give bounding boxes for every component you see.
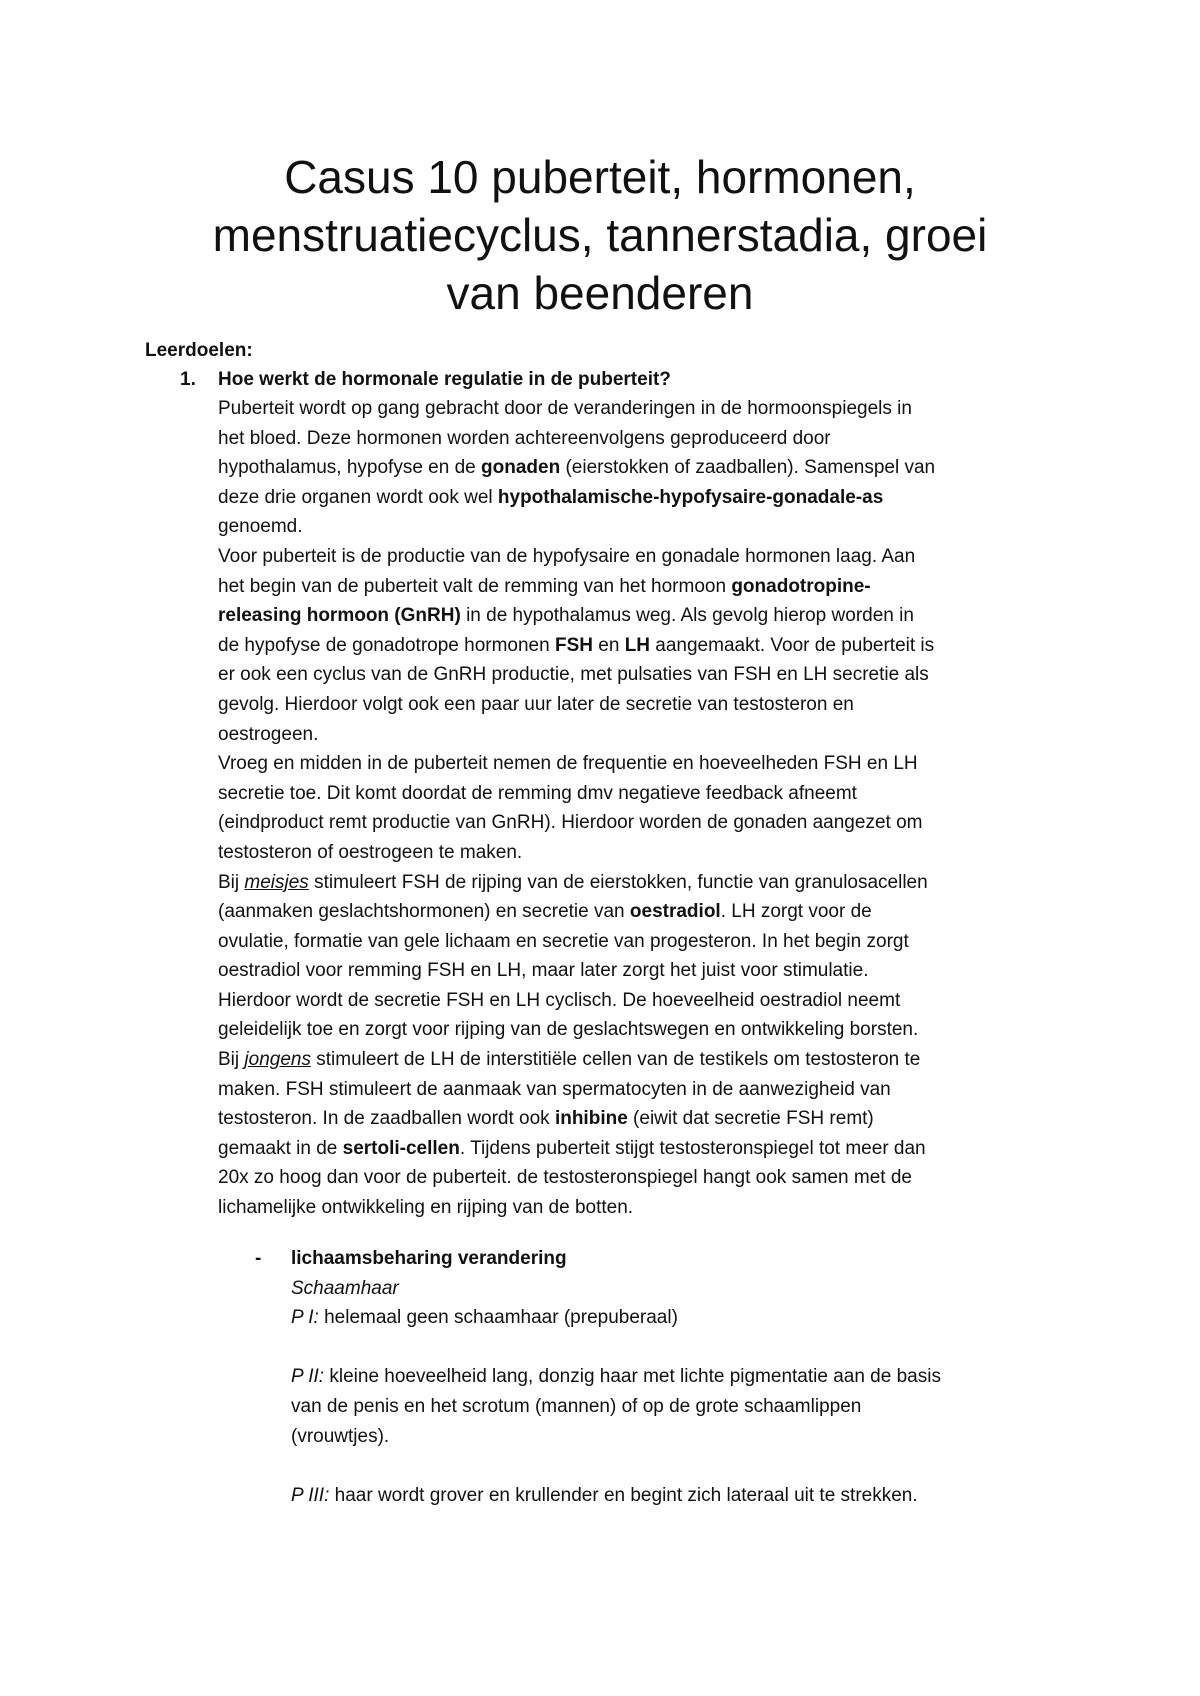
text-line: er ook een cyclus van de GnRH productie, met pulsaties van FSH en LH secretie als [218, 664, 929, 686]
text-run: kleine hoeveelheid lang, donzig haar met lichte pigmentatie aan de basis [324, 1366, 941, 1388]
text-run: in de hypothalamus weg. Als gevolg hierop worden in [460, 605, 914, 627]
text-run: (eiwit dat secretie FSH remt) [627, 1108, 874, 1130]
stage-label: P III: [291, 1484, 330, 1506]
text-line: oestrogeen. [218, 723, 319, 745]
text-line [218, 1104, 1068, 1134]
paragraph-3 [218, 749, 1068, 867]
text-line: genoemd. [218, 516, 303, 538]
spacer [291, 1333, 1091, 1363]
spacer [291, 1451, 1091, 1481]
text-run: aangemaakt. Voor de puberteit is [650, 634, 935, 656]
bullet-item [291, 1244, 1091, 1510]
bold-term: gonaden [481, 457, 561, 479]
text-run: Bij [218, 871, 245, 893]
text-line [218, 897, 1068, 927]
stage-p2 [291, 1362, 1091, 1392]
bold-term: sertoli-cellen [342, 1137, 460, 1159]
text-line: maken. FSH stimuleert de aanmaak van spermatocyten in de aanwezigheid van [218, 1078, 891, 1100]
section-label: Leerdoelen: [145, 340, 253, 361]
text-line: (eindproduct remt productie van GnRH). Hierdoor worden de gonaden aangezet om [218, 812, 923, 834]
text-run: Bij [218, 1049, 245, 1071]
text-line: Puberteit wordt op gang gebracht door de veranderingen in de hormoonspiegels in [218, 398, 912, 419]
text-line: geleidelijk toe en zorgt voor rijping van de geslachtswegen en ontwikkeling borsten. [218, 1019, 919, 1041]
text-line: secretie toe. Dit komt doordat de remming dmv negatieve feedback afneemt [218, 782, 857, 804]
bold-term: inhibine [554, 1108, 628, 1130]
stage-p1 [291, 1303, 1091, 1333]
text-line [218, 1045, 1068, 1075]
bullet-subheading: Schaamhaar [291, 1277, 399, 1299]
bold-term: releasing hormoon (GnRH) [218, 605, 461, 627]
text-run: testosteron. In de zaadballen wordt ook [218, 1108, 555, 1130]
stage-label: P II: [291, 1366, 325, 1388]
text-run: hypothalamus, hypofyse en de [218, 457, 482, 479]
paragraph-5 [218, 1045, 1068, 1223]
text-line [218, 572, 1068, 602]
text-run: het begin van de puberteit valt de remming van het hormoon [218, 575, 732, 597]
text-run: (eierstokken of zaadballen). Samenspel van [560, 457, 936, 479]
question-title: Hoe werkt de hormonale regulatie in de puberteit? [218, 369, 671, 390]
text-line: 20x zo hoog dan voor de puberteit. de testosteronspiegel hangt ook samen met de [218, 1167, 912, 1189]
bold-term: gonadotropine- [731, 575, 871, 597]
bold-term: LH [624, 634, 651, 656]
text-line: testosteron of oestrogeen te maken. [218, 841, 523, 863]
stage-p3 [291, 1481, 1091, 1511]
bold-term: FSH [554, 634, 593, 656]
text-run: en [592, 634, 625, 656]
text-line: lichamelijke ontwikkeling en rijping van de botten. [218, 1197, 634, 1219]
document-title [140, 148, 1060, 322]
text-run: gemaakt in de [218, 1137, 343, 1159]
paragraph-1 [218, 394, 1068, 542]
bold-term: oestradiol [629, 901, 721, 923]
text-run: deze drie organen wordt ook wel [218, 486, 498, 508]
text-line [218, 453, 1068, 483]
text-run: helemaal geen schaamhaar (prepuberaal) [318, 1307, 678, 1329]
underlined-term: meisjes [244, 871, 309, 893]
stage-label: P I: [291, 1307, 319, 1329]
text-line [218, 483, 1068, 513]
text-run: haar wordt grover en krullender en begint zich lateraal uit te strekken. [329, 1484, 918, 1506]
underlined-term: jongens [244, 1049, 311, 1071]
bullet-dash: - [255, 1248, 262, 1269]
text-run: (aanmaken geslachtshormonen) en secretie van [218, 901, 630, 923]
text-run: stimuleert FSH de rijping van de eierstokken, functie van granulosacellen [308, 871, 928, 893]
text-line [218, 1134, 1068, 1164]
text-line: Vroeg en midden in de puberteit nemen de frequentie en hoeveelheden FSH en LH [218, 753, 918, 775]
text-line: oestradiol voor remming FSH en LH, maar later zorgt het juist voor stimulatie. [218, 960, 869, 982]
bold-term: hypothalamische-hypofysaire-gonadale-as [497, 486, 884, 508]
text-run: . LH zorgt voor de [720, 901, 872, 923]
list-number: 1. [180, 369, 196, 390]
text-line: gevolg. Hierdoor volgt ook een paar uur later de secretie van testosteron en [218, 693, 854, 715]
text-line [218, 631, 1068, 661]
text-line: van de penis en het scrotum (mannen) of op de grote schaamlippen [291, 1395, 862, 1417]
text-line: ovulatie, formatie van gele lichaam en secretie van progesteron. In het begin zorgt [218, 930, 909, 952]
text-line: het bloed. Deze hormonen worden achtereenvolgens geproduceerd door [218, 427, 831, 449]
text-run: de hypofyse de gonadotrope hormonen [218, 634, 555, 656]
text-line [218, 601, 1068, 631]
answer-body [218, 394, 1068, 1223]
paragraph-2 [218, 542, 1068, 749]
title-line-1: Casus 10 puberteit, hormonen, [284, 151, 916, 203]
text-line: Voor puberteit is de productie van de hypofysaire en gonadale hormonen laag. Aan [218, 545, 916, 567]
title-line-3: van beenderen [446, 267, 754, 319]
text-line: (vrouwtjes). [291, 1425, 390, 1447]
text-line: Hierdoor wordt de secretie FSH en LH cyclisch. De hoeveelheid oestradiol neemt [218, 989, 901, 1011]
text-run: . Tijdens puberteit stijgt testosteronspiegel tot meer dan [459, 1137, 926, 1159]
text-run: stimuleert de LH de interstitiële cellen van de testikels om testosteron te [310, 1049, 921, 1071]
bullet-heading: lichaamsbeharing verandering [291, 1248, 567, 1269]
title-line-2: menstruatiecyclus, tannerstadia, groei [212, 209, 988, 261]
paragraph-4 [218, 868, 1068, 1046]
text-line [218, 868, 1068, 898]
